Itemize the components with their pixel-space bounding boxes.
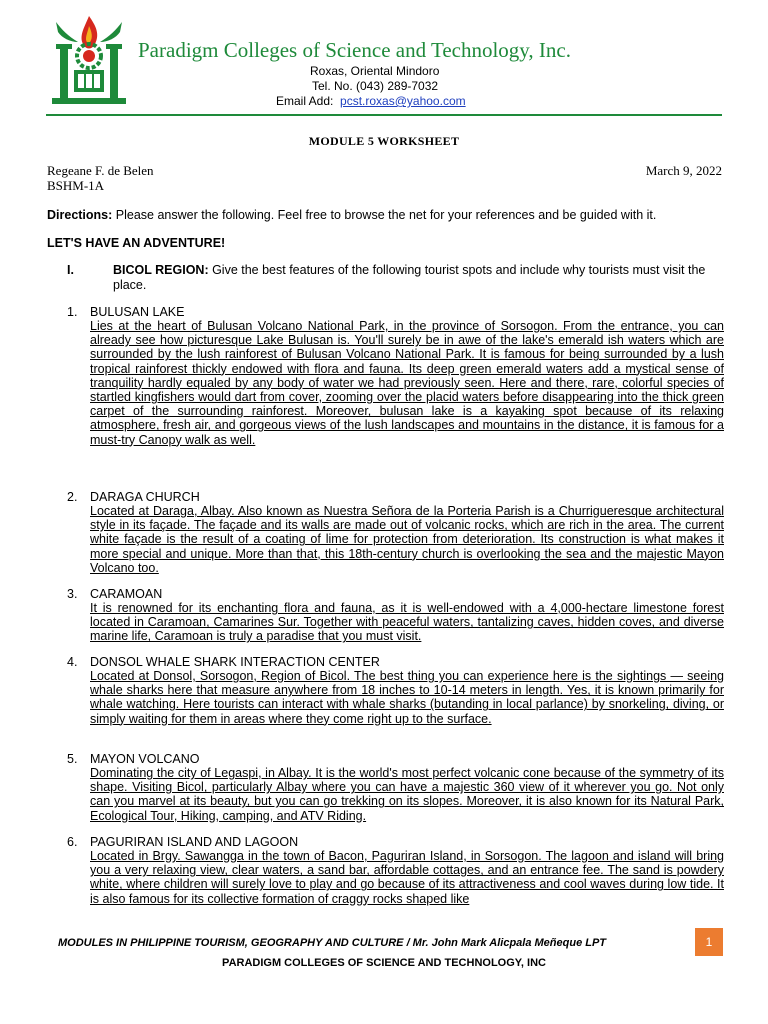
item-name: MAYON VOLCANO — [90, 752, 200, 766]
region-number: I. — [67, 263, 74, 277]
item-number: 3. — [67, 587, 78, 601]
item-name: PAGURIRAN ISLAND AND LAGOON — [90, 835, 299, 849]
directions-text: Please answer the following. Feel free to browse the net for your references and be guided with it. — [112, 208, 657, 222]
item-description: Located at Donsol, Sorsogon, Region of Bicol. The best thing you can experience here is the sightings — seeing whale sharks here that measure anywhere from 18 inches to 10-14 meters in length. Yes, it is known primarily for whale watching. Here tourists can interact with whale sharks (butanding in local parlance) by snorkeling, diving, or simply waiting for them in areas where they come right up to the surface. — [90, 669, 724, 726]
directions — [47, 208, 737, 222]
item-description: Dominating the city of Legaspi, in Albay. It is the world's most perfect volcanic cone because of the symmetry of its shape. Visiting Bicol, particularly Albay where you can have a majestic 360 view of it wherever you go. Not only can you marvel at its beauty, but you can go trekking on its slopes. Moreover, it is also known for its Natural Park, Ecological Tour, Hiking, camping, and ATV Riding. — [90, 766, 724, 823]
item-name: DARAGA CHURCH — [90, 490, 200, 504]
footer-course-line: MODULES IN PHILIPPINE TOURISM, GEOGRAPHY AND CULTURE / Mr. John Mark Alicpala Meñeque LPT — [58, 937, 607, 949]
item-number: 6. — [67, 835, 78, 849]
student-name: Regeane F. de Belen — [47, 163, 154, 178]
college-logo — [48, 14, 130, 109]
item-description: Located at Daraga, Albay. Also known as Nuestra Señora de la Porteria Parish is a Churrigueresque architectural style in its façade. The façade and its walls are made out of volcanic rocks, which are rich in the area. The current white façade is the result of a coating of lime for protection from deterioration. Its construction is what makes it more special and unique. More than that, this 18th-century church is overlooking the sea and the majestic Mayon Volcano too. — [90, 504, 724, 575]
region-text: Give the best features of the following tourist spots and include why tourists must visit the place. — [113, 263, 706, 292]
item-description: Lies at the heart of Bulusan Volcano National Park, in the province of Sorsogon. From the entrance, you can already see how picturesque Lake Bulusan is. You'll surely be in awe of the lake's emerald ish waters which are surrounded by the lush rainforest of Bulusan Volcano National Park. It is famous for being surrounded by a lush tropical rainforest thickly endowed with flora and fauna. Its deep green emerald waters add a mystical sense of tranquility hardly equaled by any body of water we had previously seen. Here and there, rare, colorful species of startled kingfishers would dart from cover, zooming over the placid waters before disappearing into the thick green carpet of the surrounding rainforest. Moreover, bulusan lake is a kayaking spot because of its relaxing atmosphere, fresh air, and gorgeous views of the lush landscapes and mountains in the distance, it is famous for a must-try Canopy walk as well. — [90, 319, 724, 447]
item-number: 5. — [67, 752, 78, 766]
email-link[interactable]: pcst.roxas@yahoo.com — [340, 94, 466, 108]
item-description: Located in Brgy. Sawangga in the town of Bacon, Paguriran Island, in Sorsogon. The lagoon and island will bring you a very relaxing view, clear waters, a sand bar, affordable cottages, and an entrance fee. The sand is powdery white, where children will surely love to play and go because of its attractiveness and cool waves during low tide. It is also famous for its collective formation of craggy rocks shaped like — [90, 849, 724, 906]
region-instruction — [113, 263, 725, 293]
item-name: CARAMOAN — [90, 587, 163, 601]
item-number: 2. — [67, 490, 78, 504]
region-label: BICOL REGION: — [113, 263, 209, 277]
directions-label: Directions: — [47, 208, 113, 222]
adventure-heading: LET'S HAVE AN ADVENTURE! — [47, 236, 226, 250]
college-address: Roxas, Oriental Mindoro — [310, 64, 440, 78]
email-label: Email Add: — [276, 94, 334, 108]
header-divider — [46, 114, 722, 116]
item-number: 4. — [67, 655, 78, 669]
item-description: It is renowned for its enchanting flora and fauna, as it is well-endowed with a 4,000-hectare limestone forest located in Caramoan, Camarines Sur. Together with peaceful waters, tantalizing caves, hidden coves, and diverse marine life, Caramoan is truly a paradise that you must visit. — [90, 601, 724, 644]
item-number: 1. — [67, 305, 78, 319]
page-number-badge: 1 — [695, 928, 723, 956]
worksheet-date: March 9, 2022 — [645, 163, 722, 178]
college-name: Paradigm Colleges of Science and Technology, Inc. — [138, 38, 571, 62]
footer-college-name: PARADIGM COLLEGES OF SCIENCE AND TECHNOLOGY, INC — [222, 957, 546, 969]
item-name: BULUSAN LAKE — [90, 305, 185, 319]
worksheet-title: MODULE 5 WORKSHEET — [308, 134, 460, 148]
student-section: BSHM-1A — [47, 178, 105, 193]
college-telephone: Tel. No. (043) 289-7032 — [312, 79, 439, 93]
item-name: DONSOL WHALE SHARK INTERACTION CENTER — [90, 655, 380, 669]
college-email-line — [276, 94, 768, 108]
